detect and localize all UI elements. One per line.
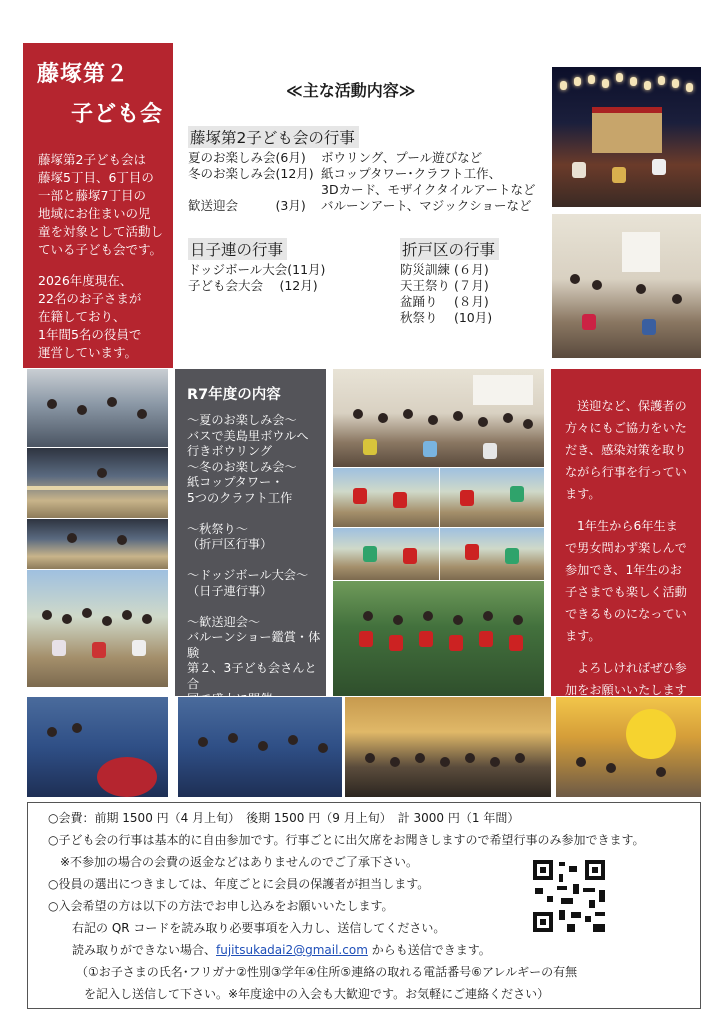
message-paragraph: 送迎など、保護者の方々にもご協力をいただき、感染対策を取りながら行事を行っています。 [565, 399, 687, 501]
message-paragraph: 1年生から6年生まで男女問わず楽しんで参加でき、1年生のお子さまでも楽しく活動できるものになっています。 [565, 519, 687, 643]
dodgeball-photo-2 [440, 468, 544, 527]
message-paragraph: よろしければぜひ参加をお願いいたします [565, 661, 687, 697]
event-row: 盆踊り (８月) [400, 294, 489, 309]
status-line: 2026年度現在、 [38, 273, 133, 288]
r7-line [187, 506, 326, 522]
dodgeball-photo-3 [333, 528, 439, 580]
festival-photo [27, 697, 168, 797]
r7-line [187, 553, 326, 569]
r7-line: ～冬のお楽しみ会～ [187, 459, 297, 474]
club-status-text [38, 272, 170, 362]
bowling-photo-2 [27, 519, 168, 569]
stage-group-photo [345, 697, 551, 797]
event-row: ドッジボール大会(11月) [188, 262, 326, 277]
club-intro-panel [23, 43, 173, 368]
r7-line: ～夏のお楽しみ会～ [187, 413, 297, 427]
required-fields: （①お子さまの氏名･フリガナ②性別③学年④住所⑤連絡の取れる電話番号⑥アレルギーの有無 [76, 965, 578, 979]
event-row: 夏のお楽しみ会(6月) ボウリング、プール遊びなど [188, 150, 483, 165]
dodgeball-team-photo [333, 581, 544, 696]
status-line: 運営しています。 [38, 345, 138, 360]
free-join-info: ○子ども会の行事は基本的に自由参加です。行事ごとに出欠席をお聞きしますので希望行事のみ参加できます。 [48, 833, 645, 847]
r7-line: ～秋祭り～ [187, 521, 248, 536]
r7-line: ～歓送迎会～ [187, 614, 261, 629]
status-line: 在籍しており、 [38, 309, 126, 324]
r7-title: R7年度の内容 [187, 387, 281, 403]
bus-photo [27, 369, 168, 447]
event-row: 子ども会大会 (12月) [188, 278, 318, 293]
intro-line: ている子ども会です。 [38, 242, 163, 257]
nisshiren-events-title: 日子連の行事 [188, 238, 287, 260]
intro-line: 藤塚第2子ども会は [38, 152, 146, 167]
club-name-line2: 子ども会 [71, 102, 164, 127]
event-row: 防災訓練 (６月) [400, 262, 489, 277]
email-line: 読み取りができない場合、fujitsukadai2@gmail.com からも送信できます。 [72, 943, 491, 957]
status-line: 1年間5名の役員で [38, 327, 142, 342]
orito-events-title: 折戸区の行事 [400, 238, 499, 260]
qr-code-image[interactable] [533, 860, 605, 932]
dodgeball-photo-1 [333, 468, 439, 527]
r7-line: 第２、3子ども会さんと合 [187, 661, 317, 691]
intro-line: 藤塚5丁目、6丁目の [38, 170, 154, 185]
club-events-title: 藤塚第2子ども会の行事 [188, 126, 359, 148]
r7-line: 5つのクラフト工作 [187, 490, 293, 505]
participation-message-panel [551, 369, 701, 696]
bon-odori-photo [552, 67, 701, 207]
officers-info: ○役員の選出につきましては、年度ごとに会員の保護者が担当します。 [48, 877, 430, 891]
r7-line: （日子連行事） [187, 583, 273, 598]
required-fields-2: を記入し送信して下さい。※年度途中の入会も大歓迎です。お気軽にご連絡ください） [84, 987, 550, 1001]
event-row: 天王祭り (７月) [400, 278, 489, 293]
group-photo [27, 570, 168, 687]
autumn-festival-photo [178, 697, 342, 797]
r7-line: ～ドッジボール大会～ [187, 568, 309, 582]
r7-line: 紙コップタワー・ [187, 475, 284, 489]
intro-line: 一部と藤塚7丁目の [38, 188, 146, 203]
craft-group-photo [333, 369, 544, 467]
club-intro-text [38, 151, 170, 259]
qr-instructions: 右記の QR コードを読み取り必要事項を入力し、送信してください。 [72, 921, 446, 935]
intro-line: 童を対象として活動し [38, 224, 164, 239]
r7-line: 行きボウリング [187, 444, 273, 458]
no-refund-note: ※不参加の場合の会費の返金などはありませんのでご了承下さい。 [60, 855, 419, 869]
fee-info: ○会費：前期 1500 円（4 月上旬） 後期 1500 円（9 月上旬） 計 3000 円（1 年間） [48, 811, 520, 825]
event-row: 秋祭り (10月) [400, 310, 493, 325]
r7-activities-panel [175, 369, 326, 696]
intro-line: 地域にお住まいの児 [38, 206, 151, 221]
dodgeball-photo-4 [440, 528, 544, 580]
email-link[interactable]: fujitsukadai2@gmail.com [216, 943, 368, 957]
r7-line: （折戸区行事） [187, 537, 273, 551]
event-row: 3Dカード、モザイクタイルアートなど [321, 182, 536, 197]
balloon-show-photo [556, 697, 701, 797]
club-events-section [188, 126, 538, 214]
nisshiren-events-section [188, 238, 358, 294]
orito-events-section [400, 238, 540, 326]
cup-tower-photo [552, 214, 701, 358]
club-name-line1: 藤塚第２ [37, 62, 130, 87]
r7-line [187, 599, 326, 615]
main-heading: ≪主な活動内容≫ [286, 81, 416, 100]
status-line: 22名のお子さまが [38, 291, 142, 306]
r7-line: バルーンショー鑑賞・体験 [187, 630, 321, 660]
event-row: 冬のお楽しみ会(12月) 紙コップタワー･クラフト工作、 [188, 166, 502, 181]
apply-info: ○入会希望の方は以下の方法でお申し込みをお願いいたします。 [48, 899, 394, 913]
bowling-photo-1 [27, 448, 168, 518]
event-row: 歓送迎会 (3月) バルーンアート、マジックショーなど [188, 198, 532, 213]
r7-line: バスで美島里ボウルへ [187, 428, 309, 443]
